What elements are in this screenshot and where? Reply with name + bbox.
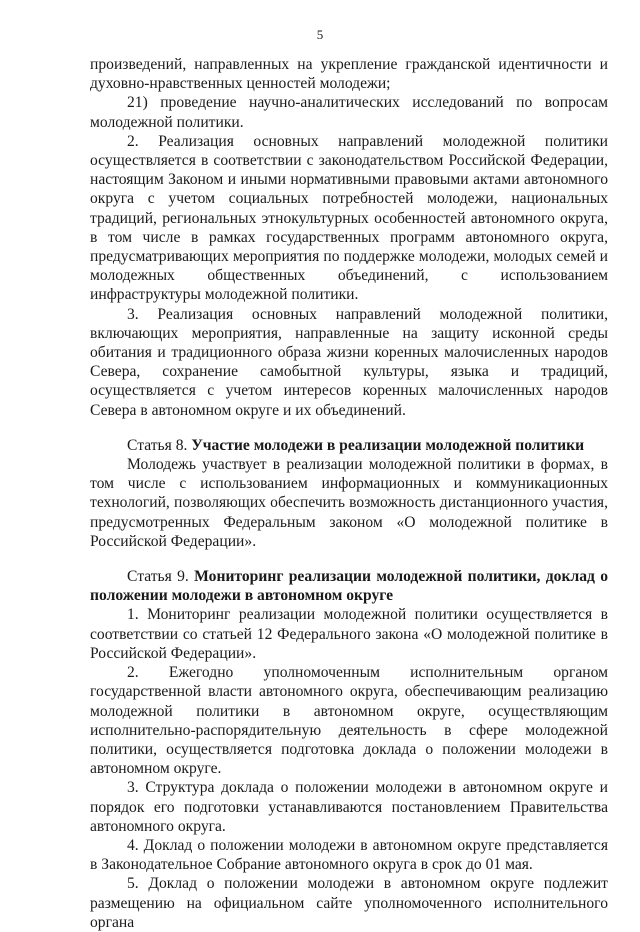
paragraph: 2. Ежегодно уполномоченным исполнительным органом государственной власти автономного округа, обеспечивающим реализацию молодежной политики в автономном округе, осуществляющим исполнительно-распорядительную деятельность в сфере молодежной политики, осуществляется подготовка доклада о положении молодежи в автономном округе. xyxy=(90,664,608,778)
article-8-number: Статья 8. xyxy=(127,436,192,454)
paragraph: 1. Мониторинг реализации молодежной политики осуществляется в соответствии со статьей 12 Федерального закона «О молодежной политике в Российской Федерации». xyxy=(90,606,608,662)
paragraph: 3. Структура доклада о положении молодежи в автономном округе и порядок его подготовки устанавливаются постановлением Правительства автономного округа. xyxy=(90,779,608,835)
paragraph: 3. Реализация основных направлений молодежной политики, включающих мероприятия, направленные на защиту исконной среды обитания и традиционного образа жизни коренных малочисленных народов Севера, сохранение самобытной культуры, языка и традиций, осуществляется с учетом интересов коренных малочисленных народов Севера в автономном округе и их объединений. xyxy=(90,305,608,419)
list-item-21: 21) проведение научно-аналитических исследований по вопросам молодежной политики. xyxy=(90,94,608,131)
article-8-heading xyxy=(90,436,608,455)
paragraph: Молодежь участвует в реализации молодежной политики в формах, в том числе с использованием информационных и коммуникационных технологий, позволяющих обеспечить возможность дистанционного участия, предусмотренных Федеральным законом «О молодежной политике в Российской Федерации». xyxy=(90,456,608,550)
article-8-title: Участие молодежи в реализации молодежной политики xyxy=(191,436,585,454)
article-9-number: Статья 9. xyxy=(127,568,195,586)
paragraph: 5. Доклад о положении молодежи в автономном округе подлежит размещению на официальном сайте уполномоченного исполнительного органа xyxy=(90,875,608,931)
paragraph: 4. Доклад о положении молодежи в автономном округе представляется в Законодательное Собрание автономного округа в срок до 01 мая. xyxy=(90,836,608,874)
spacer xyxy=(90,551,608,567)
spacer xyxy=(90,420,608,436)
page-number: 5 xyxy=(316,27,324,42)
paragraph: произведений, направленных на укрепление гражданской идентичности и духовно-нравственных ценностей молодежи; xyxy=(90,56,608,93)
article-9-heading xyxy=(90,567,608,605)
document-body xyxy=(90,55,608,932)
paragraph: 2. Реализация основных направлений молодежной политики осуществляется в соответствии с законодательством Российской Федерации, настоящим Законом и иными нормативными правовыми актами автономного округа с учетом социальных потребностей молодежи, национальных традиций, региональных этнокультурных особенностей автономного округа, в том числе в рамках государственных программ автономного округа, предусматривающих мероприятия по поддержке молодежи, молодых семей и молодежных общественных объединений, с использованием инфраструктуры молодежной политики. xyxy=(90,132,608,304)
article-9-title: Мониторинг реализации молодежной политики, доклад о положении молодежи в автономном округе xyxy=(90,568,608,605)
